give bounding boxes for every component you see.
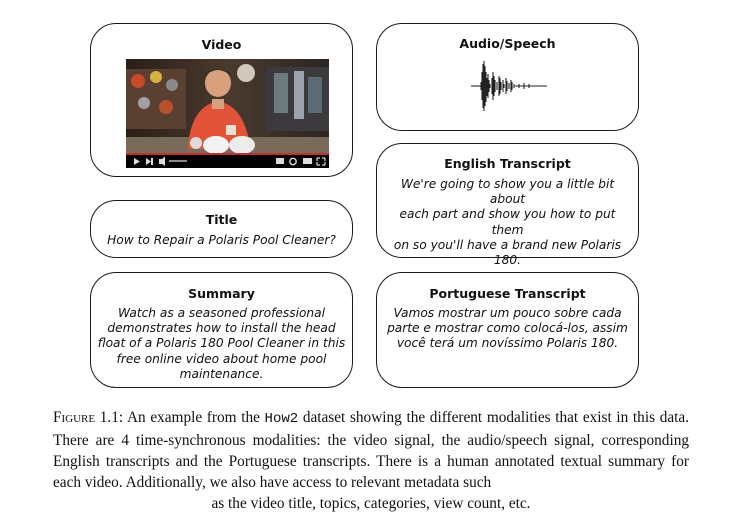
summary-box-title: Summary [188, 286, 255, 301]
english-line: 180. [493, 253, 522, 268]
title-box-title: Title [205, 212, 238, 227]
english-line: on so you'll have a brand new Polaris [393, 237, 622, 252]
title-box [90, 200, 353, 258]
summary-line: Watch as a seasoned professional [117, 306, 326, 320]
figure-label: Figure 1.1: [53, 409, 124, 426]
play-icon [134, 158, 140, 165]
summary-box [90, 272, 353, 388]
video-title-text: How to Repair a Polaris Pool Cleaner? [107, 233, 336, 247]
portuguese-line: parte e mostrar como colocá-los, assim [387, 321, 628, 336]
video-player-controls [126, 153, 329, 168]
summary-text [95, 306, 348, 382]
dataset-name: How2 [264, 411, 299, 427]
english-line: each part and show you how to put them [399, 207, 616, 237]
audio-box-title: Audio/Speech [459, 36, 556, 51]
volume-icon [159, 157, 165, 167]
caption-text-after: dataset showing the different modalities that exist in this data. There are 4 time-synchronous modalities: the video signal, the audio/speech signal, corresponding English transcripts and the Portuguese transcripts. There is a human annotated textual summary for each video. Additionally, we also have access to relevant metadata such [53, 409, 689, 491]
video-box-title: Video [201, 37, 242, 52]
summary-line: float of a Polaris 180 Pool Cleaner in this [97, 336, 346, 351]
summary-line: demonstrates how to install the head [107, 321, 336, 336]
caption-text-before: An example from the [123, 409, 265, 426]
portuguese-transcript-title: Portuguese Transcript [429, 286, 586, 301]
fullscreen-icon [317, 158, 325, 165]
audio-box [376, 23, 639, 131]
video-still-image [126, 59, 329, 168]
portuguese-transcript-box [376, 272, 639, 388]
next-icon [146, 158, 153, 165]
settings-icon [290, 158, 296, 164]
youtube-icon [303, 158, 312, 164]
player-controls-icons [126, 153, 329, 168]
english-transcript-title: English Transcript [444, 156, 571, 171]
english-transcript-box [376, 143, 639, 268]
english-transcript-text [383, 177, 632, 268]
english-line: We're going to show you a little bit about [400, 177, 615, 207]
waveform-icon [469, 58, 549, 114]
caption-last-line: as the video title, topics, categories, view count, etc. [211, 495, 531, 512]
captions-icon [276, 158, 284, 164]
portuguese-transcript-text [383, 306, 632, 352]
figure-caption [53, 407, 689, 514]
portuguese-line: você terá um novíssimo Polaris 180. [396, 336, 619, 351]
summary-line: maintenance. [179, 366, 264, 381]
summary-line: free online video about home pool [116, 351, 327, 366]
portuguese-line: Vamos mostrar um pouco sobre cada [393, 306, 622, 320]
video-thumbnail [126, 59, 329, 168]
